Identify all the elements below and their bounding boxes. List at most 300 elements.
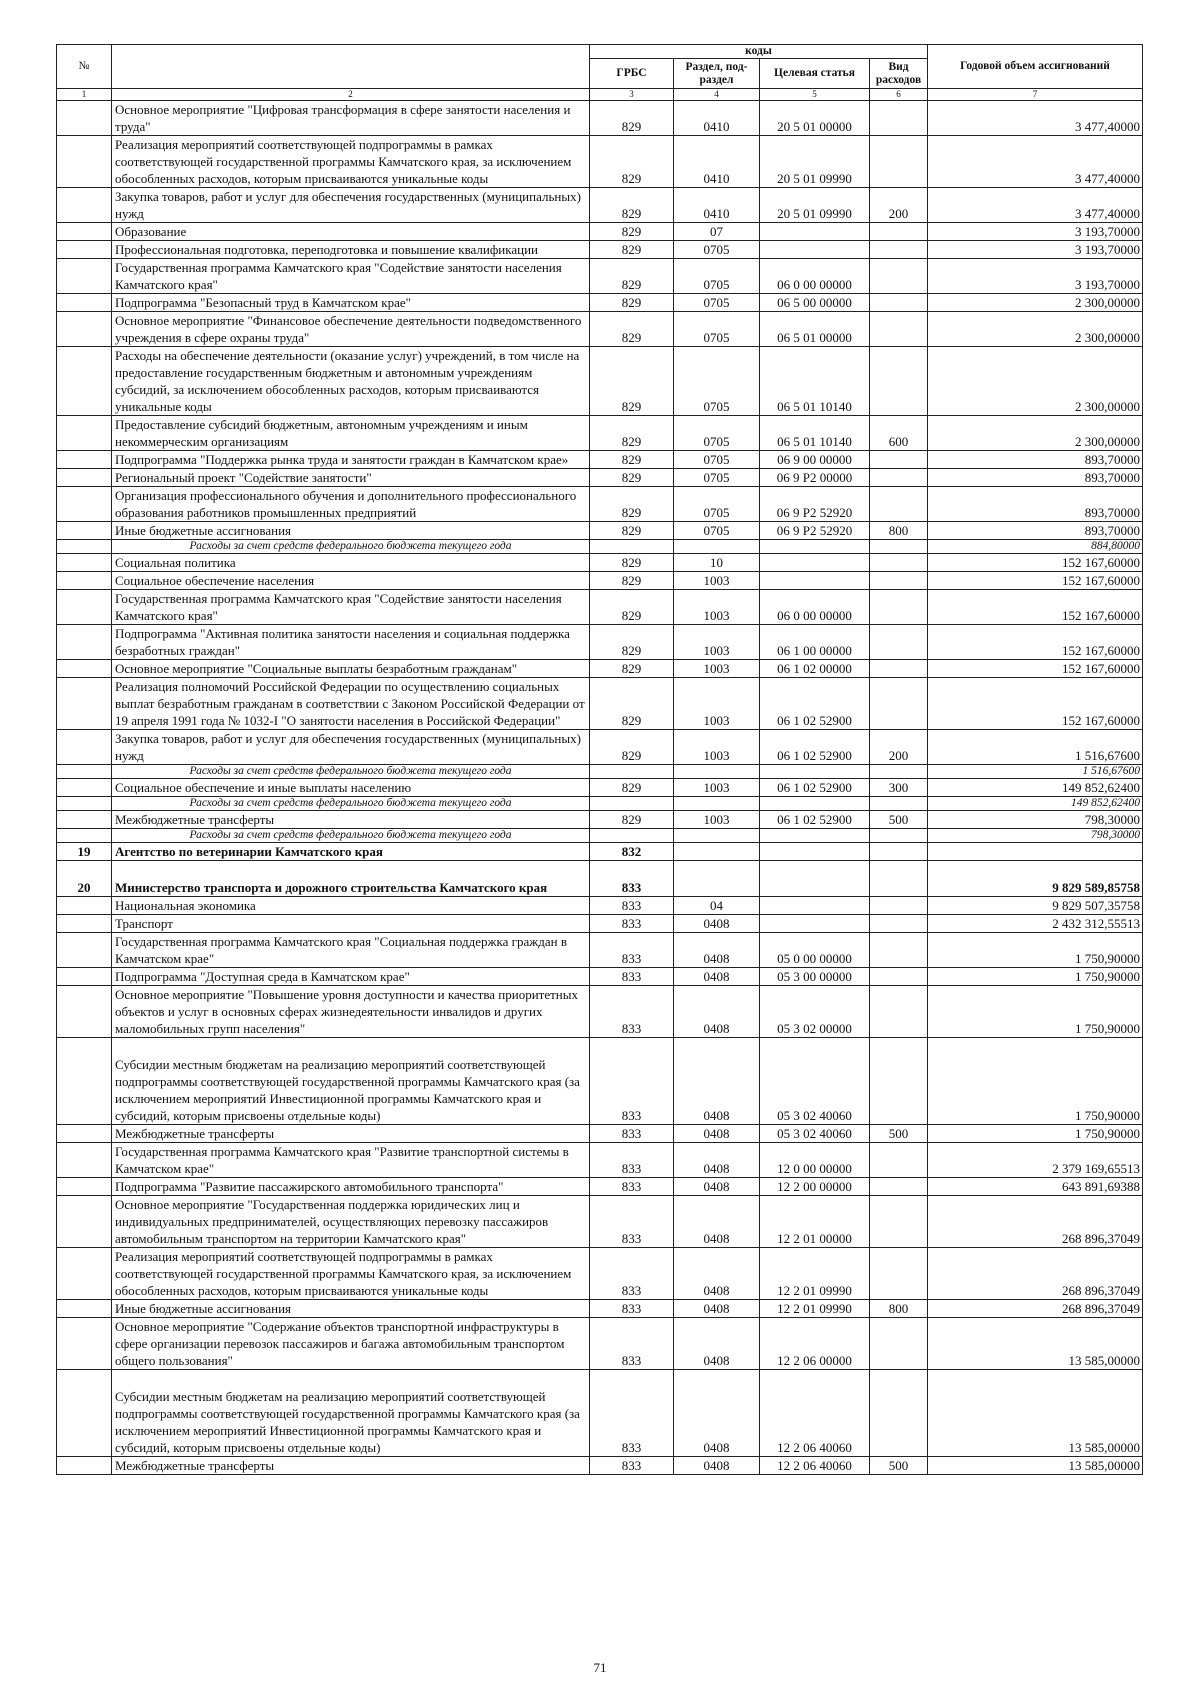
row-grbs: 829	[590, 136, 674, 188]
row-grbs: 829	[590, 572, 674, 590]
row-amount: 152 167,60000	[928, 625, 1143, 660]
header-amount: Годовой объем ассигнований	[928, 45, 1143, 89]
row-name: Национальная экономика	[112, 897, 590, 915]
table-row	[57, 572, 1143, 590]
row-number	[57, 730, 112, 765]
row-amount: 152 167,60000	[928, 678, 1143, 730]
row-name: Организация профессионального обучения и дополнительного профессионального образования работников промышленных предприятий	[112, 487, 590, 522]
table-row	[57, 451, 1143, 469]
row-exptype: 800	[870, 1300, 928, 1318]
row-name: Государственная программа Камчатского края "Развитие транспортной системы в Камчатском крае"	[112, 1143, 590, 1178]
row-exptype	[870, 1196, 928, 1248]
row-amount: 13 585,00000	[928, 1318, 1143, 1370]
row-name: Расходы за счет средств федерального бюджета текущего года	[112, 540, 590, 554]
row-number	[57, 1300, 112, 1318]
row-number	[57, 188, 112, 223]
row-section: 0408	[674, 1038, 760, 1125]
row-exptype	[870, 540, 928, 554]
row-number	[57, 765, 112, 779]
row-exptype	[870, 347, 928, 416]
row-name: Региональный проект "Содействие занятости"	[112, 469, 590, 487]
table-row	[57, 554, 1143, 572]
row-section	[674, 797, 760, 811]
row-amount: 2 300,00000	[928, 416, 1143, 451]
row-section: 0705	[674, 347, 760, 416]
row-number: 19	[57, 843, 112, 861]
header-section: Раздел, под-раздел	[674, 59, 760, 89]
row-grbs: 833	[590, 1038, 674, 1125]
row-exptype	[870, 678, 928, 730]
row-section: 0410	[674, 136, 760, 188]
table-row	[57, 259, 1143, 294]
row-section: 1003	[674, 779, 760, 797]
row-grbs: 833	[590, 1457, 674, 1475]
table-row	[57, 730, 1143, 765]
row-grbs: 832	[590, 843, 674, 861]
row-exptype	[870, 572, 928, 590]
row-grbs: 829	[590, 416, 674, 451]
row-number	[57, 1196, 112, 1248]
row-name: Подпрограмма "Развитие пассажирского автомобильного транспорта"	[112, 1178, 590, 1196]
table-row	[57, 101, 1143, 136]
row-target: 06 1 02 52900	[760, 811, 870, 829]
row-section: 0705	[674, 294, 760, 312]
row-name: Государственная программа Камчатского края "Социальная поддержка граждан в Камчатском крае"	[112, 933, 590, 968]
col-num-4: 4	[674, 89, 760, 101]
row-exptype	[870, 294, 928, 312]
row-amount: 1 750,90000	[928, 968, 1143, 986]
row-target: 06 1 00 00000	[760, 625, 870, 660]
federal-funds-row	[57, 765, 1143, 779]
row-exptype	[870, 259, 928, 294]
row-target: 06 5 01 10140	[760, 416, 870, 451]
table-row	[57, 487, 1143, 522]
row-name: Основное мероприятие "Цифровая трансформация в сфере занятости населения и труда"	[112, 101, 590, 136]
row-amount: 798,30000	[928, 811, 1143, 829]
row-grbs	[590, 829, 674, 843]
table-row	[57, 915, 1143, 933]
row-grbs: 829	[590, 347, 674, 416]
row-name: Расходы на обеспечение деятельности (оказание услуг) учреждений, в том числе на предоставление государственным бюджетным и автономным учреждениям субсидий, за исключением обособленных расходов, которым присваиваются уникальные коды	[112, 347, 590, 416]
header-number: №	[57, 45, 112, 89]
row-number	[57, 678, 112, 730]
row-name: Субсидии местным бюджетам на реализацию мероприятий соответствующей подпрограммы соответствующей государственной программы Камчатского края (за исключением мероприятий Инвестиционной программы Камчатского края и субсидий, которым присвоены отдельные коды)	[112, 1370, 590, 1457]
row-exptype	[870, 312, 928, 347]
row-grbs: 829	[590, 101, 674, 136]
row-grbs: 833	[590, 1143, 674, 1178]
row-grbs: 829	[590, 660, 674, 678]
row-exptype	[870, 968, 928, 986]
row-grbs: 833	[590, 861, 674, 897]
row-section: 1003	[674, 625, 760, 660]
row-target: 05 0 00 00000	[760, 933, 870, 968]
row-exptype	[870, 1143, 928, 1178]
federal-funds-row	[57, 797, 1143, 811]
row-amount: 149 852,62400	[928, 797, 1143, 811]
table-row	[57, 861, 1143, 897]
header-exptype: Вид расходов	[870, 59, 928, 89]
row-number	[57, 625, 112, 660]
row-grbs: 833	[590, 986, 674, 1038]
table-row	[57, 625, 1143, 660]
row-exptype	[870, 861, 928, 897]
row-target: 06 0 00 00000	[760, 590, 870, 625]
row-section: 1003	[674, 660, 760, 678]
header-grbs: ГРБС	[590, 59, 674, 89]
row-exptype	[870, 241, 928, 259]
row-name: Основное мероприятие "Содержание объектов транспортной инфраструктуры в сфере организации перевозок пассажиров и багажа автомобильным транспортом общего пользования"	[112, 1318, 590, 1370]
table-row	[57, 1125, 1143, 1143]
row-section: 0408	[674, 1457, 760, 1475]
row-target: 06 5 01 10140	[760, 347, 870, 416]
row-section	[674, 765, 760, 779]
row-name: Основное мероприятие "Государственная поддержка юридических лиц и индивидуальных предпринимателей, осуществляющих перевозку пассажиров автомобильным транспортом на территории Камчатского края"	[112, 1196, 590, 1248]
row-target: 06 9 00 00000	[760, 451, 870, 469]
table-row	[57, 1457, 1143, 1475]
row-target: 12 2 01 09990	[760, 1300, 870, 1318]
row-number	[57, 829, 112, 843]
row-amount: 9 829 589,85758	[928, 861, 1143, 897]
row-name: Предоставление субсидий бюджетным, автономным учреждениям и иным некоммерческим организациям	[112, 416, 590, 451]
row-section	[674, 843, 760, 861]
row-section: 0410	[674, 188, 760, 223]
row-grbs: 829	[590, 469, 674, 487]
table-row	[57, 843, 1143, 861]
row-amount: 2 379 169,65513	[928, 1143, 1143, 1178]
table-row	[57, 1300, 1143, 1318]
row-target: 05 3 00 00000	[760, 968, 870, 986]
row-amount: 1 516,67600	[928, 730, 1143, 765]
row-amount: 268 896,37049	[928, 1196, 1143, 1248]
row-grbs: 833	[590, 1125, 674, 1143]
row-amount: 2 300,00000	[928, 312, 1143, 347]
row-number	[57, 660, 112, 678]
row-amount: 268 896,37049	[928, 1248, 1143, 1300]
row-exptype: 500	[870, 1457, 928, 1475]
row-amount: 2 300,00000	[928, 294, 1143, 312]
table-body	[57, 101, 1143, 1475]
row-target: 06 9 P2 00000	[760, 469, 870, 487]
table-row	[57, 986, 1143, 1038]
col-num-3: 3	[590, 89, 674, 101]
row-exptype: 500	[870, 1125, 928, 1143]
row-name: Основное мероприятие "Повышение уровня доступности и качества приоритетных объектов и услуг в основных сферах жизнедеятельности инвалидов и других маломобильных групп населения"	[112, 986, 590, 1038]
table-row	[57, 223, 1143, 241]
table-row	[57, 522, 1143, 540]
row-name: Расходы за счет средств федерального бюджета текущего года	[112, 797, 590, 811]
table-row	[57, 469, 1143, 487]
table-row	[57, 1038, 1143, 1125]
row-section: 0408	[674, 1300, 760, 1318]
header-target: Целевая статья	[760, 59, 870, 89]
table-row	[57, 294, 1143, 312]
row-section: 0408	[674, 1318, 760, 1370]
table-row	[57, 897, 1143, 915]
row-amount: 893,70000	[928, 451, 1143, 469]
row-exptype	[870, 1370, 928, 1457]
row-amount: 1 750,90000	[928, 933, 1143, 968]
row-grbs: 829	[590, 451, 674, 469]
row-target	[760, 765, 870, 779]
row-section: 0705	[674, 451, 760, 469]
header-name	[112, 45, 590, 89]
row-section: 0408	[674, 1196, 760, 1248]
row-number	[57, 294, 112, 312]
row-section: 0408	[674, 1370, 760, 1457]
row-section: 1003	[674, 730, 760, 765]
row-section: 07	[674, 223, 760, 241]
row-number	[57, 1125, 112, 1143]
row-name: Министерство транспорта и дорожного строительства Камчатского края	[112, 861, 590, 897]
row-grbs: 833	[590, 1196, 674, 1248]
row-exptype	[870, 797, 928, 811]
row-grbs: 833	[590, 933, 674, 968]
row-number	[57, 590, 112, 625]
row-number	[57, 554, 112, 572]
row-exptype	[870, 590, 928, 625]
row-target	[760, 829, 870, 843]
row-target: 06 5 00 00000	[760, 294, 870, 312]
table-row	[57, 590, 1143, 625]
row-section: 0705	[674, 487, 760, 522]
row-name: Профессиональная подготовка, переподготовка и повышение квалификации	[112, 241, 590, 259]
row-number	[57, 136, 112, 188]
row-target: 06 9 P2 52920	[760, 522, 870, 540]
row-number	[57, 1457, 112, 1475]
row-grbs: 829	[590, 223, 674, 241]
table-row	[57, 933, 1143, 968]
row-amount: 3 193,70000	[928, 259, 1143, 294]
row-target: 20 5 01 09990	[760, 188, 870, 223]
row-target	[760, 861, 870, 897]
row-name: Подпрограмма "Поддержка рынка труда и занятости граждан в Камчатском крае»	[112, 451, 590, 469]
row-name: Иные бюджетные ассигнования	[112, 1300, 590, 1318]
row-target: 12 2 06 00000	[760, 1318, 870, 1370]
row-target: 12 0 00 00000	[760, 1143, 870, 1178]
federal-funds-row	[57, 829, 1143, 843]
row-name: Социальная политика	[112, 554, 590, 572]
row-name: Подпрограмма "Активная политика занятости населения и социальная поддержка безработных граждан"	[112, 625, 590, 660]
row-grbs: 833	[590, 1248, 674, 1300]
row-section: 0705	[674, 416, 760, 451]
row-amount: 3 477,40000	[928, 101, 1143, 136]
row-section: 0705	[674, 469, 760, 487]
table-row	[57, 312, 1143, 347]
row-number	[57, 1143, 112, 1178]
row-exptype: 300	[870, 779, 928, 797]
row-grbs: 833	[590, 897, 674, 915]
table-row	[57, 1318, 1143, 1370]
row-section: 0705	[674, 312, 760, 347]
row-section: 0408	[674, 968, 760, 986]
row-target: 05 3 02 40060	[760, 1038, 870, 1125]
table-row	[57, 241, 1143, 259]
page-number: 71	[593, 1660, 607, 1675]
row-amount: 1 750,90000	[928, 1038, 1143, 1125]
row-name: Социальное обеспечение населения	[112, 572, 590, 590]
row-amount: 2 300,00000	[928, 347, 1143, 416]
row-exptype	[870, 451, 928, 469]
row-target: 12 2 01 00000	[760, 1196, 870, 1248]
col-num-2: 2	[112, 89, 590, 101]
row-target	[760, 223, 870, 241]
row-exptype	[870, 660, 928, 678]
row-amount: 13 585,00000	[928, 1370, 1143, 1457]
row-target	[760, 843, 870, 861]
row-amount: 9 829 507,35758	[928, 897, 1143, 915]
row-exptype	[870, 1248, 928, 1300]
row-exptype	[870, 986, 928, 1038]
row-amount: 643 891,69388	[928, 1178, 1143, 1196]
row-target: 05 3 02 00000	[760, 986, 870, 1038]
row-target	[760, 554, 870, 572]
row-grbs: 829	[590, 241, 674, 259]
row-name: Государственная программа Камчатского края "Содействие занятости населения Камчатского края"	[112, 259, 590, 294]
row-target	[760, 797, 870, 811]
row-grbs: 829	[590, 522, 674, 540]
row-number	[57, 1318, 112, 1370]
row-section: 1003	[674, 678, 760, 730]
row-amount: 798,30000	[928, 829, 1143, 843]
table-row	[57, 1196, 1143, 1248]
row-target	[760, 572, 870, 590]
row-exptype	[870, 554, 928, 572]
row-name: Межбюджетные трансферты	[112, 1125, 590, 1143]
row-number	[57, 540, 112, 554]
row-section: 0408	[674, 1143, 760, 1178]
row-name: Основное мероприятие "Финансовое обеспечение деятельности подведомственного учреждения в сфере охраны труда"	[112, 312, 590, 347]
table-row	[57, 347, 1143, 416]
row-amount: 884,80000	[928, 540, 1143, 554]
row-amount: 1 750,90000	[928, 986, 1143, 1038]
row-number	[57, 779, 112, 797]
row-number	[57, 1370, 112, 1457]
row-grbs: 829	[590, 312, 674, 347]
row-number	[57, 1248, 112, 1300]
row-target	[760, 241, 870, 259]
row-target: 06 1 02 52900	[760, 678, 870, 730]
row-grbs: 829	[590, 188, 674, 223]
row-number	[57, 223, 112, 241]
row-section: 0408	[674, 1248, 760, 1300]
row-exptype	[870, 843, 928, 861]
row-amount: 893,70000	[928, 469, 1143, 487]
row-target	[760, 540, 870, 554]
table-row	[57, 660, 1143, 678]
row-section: 0705	[674, 241, 760, 259]
row-number	[57, 469, 112, 487]
row-exptype	[870, 223, 928, 241]
row-section: 1003	[674, 811, 760, 829]
row-target: 06 5 01 00000	[760, 312, 870, 347]
row-exptype: 500	[870, 811, 928, 829]
row-amount: 152 167,60000	[928, 572, 1143, 590]
row-exptype	[870, 469, 928, 487]
row-section	[674, 540, 760, 554]
row-number	[57, 1178, 112, 1196]
row-grbs: 829	[590, 779, 674, 797]
table-row	[57, 136, 1143, 188]
row-name: Социальное обеспечение и иные выплаты населению	[112, 779, 590, 797]
row-number	[57, 101, 112, 136]
row-target: 12 2 00 00000	[760, 1178, 870, 1196]
row-target: 06 1 02 00000	[760, 660, 870, 678]
federal-funds-row	[57, 540, 1143, 554]
table-row	[57, 188, 1143, 223]
row-grbs: 833	[590, 1370, 674, 1457]
row-name: Подпрограмма "Безопасный труд в Камчатском крае"	[112, 294, 590, 312]
budget-table	[56, 44, 1143, 1475]
row-exptype	[870, 897, 928, 915]
table-row	[57, 779, 1143, 797]
row-grbs: 829	[590, 625, 674, 660]
row-grbs	[590, 765, 674, 779]
row-section: 0705	[674, 259, 760, 294]
row-target: 06 1 02 52900	[760, 779, 870, 797]
row-exptype	[870, 136, 928, 188]
row-exptype	[870, 487, 928, 522]
row-grbs: 829	[590, 811, 674, 829]
row-number	[57, 451, 112, 469]
row-grbs: 833	[590, 1178, 674, 1196]
row-exptype: 200	[870, 188, 928, 223]
row-grbs: 833	[590, 1318, 674, 1370]
row-number	[57, 915, 112, 933]
col-num-6: 6	[870, 89, 928, 101]
row-section: 0410	[674, 101, 760, 136]
row-section: 0408	[674, 915, 760, 933]
row-grbs: 833	[590, 915, 674, 933]
table-row	[57, 811, 1143, 829]
row-grbs: 833	[590, 968, 674, 986]
col-num-1: 1	[57, 89, 112, 101]
col-num-7: 7	[928, 89, 1143, 101]
row-exptype: 200	[870, 730, 928, 765]
row-number	[57, 572, 112, 590]
row-grbs: 833	[590, 1300, 674, 1318]
row-name: Реализация мероприятий соответствующей подпрограммы в рамках соответствующей государственной программы Камчатского края, за исключением обособленных расходов, которым присваиваются уникальные коды	[112, 1248, 590, 1300]
row-amount: 1 516,67600	[928, 765, 1143, 779]
row-amount: 149 852,62400	[928, 779, 1143, 797]
table-row	[57, 416, 1143, 451]
row-grbs: 829	[590, 730, 674, 765]
row-number	[57, 312, 112, 347]
row-number	[57, 968, 112, 986]
row-grbs: 829	[590, 487, 674, 522]
row-target	[760, 897, 870, 915]
row-number	[57, 811, 112, 829]
row-exptype	[870, 1038, 928, 1125]
row-name: Расходы за счет средств федерального бюджета текущего года	[112, 765, 590, 779]
row-target: 06 1 02 52900	[760, 730, 870, 765]
row-name: Образование	[112, 223, 590, 241]
row-target: 06 9 P2 52920	[760, 487, 870, 522]
row-number: 20	[57, 861, 112, 897]
row-name: Межбюджетные трансферты	[112, 811, 590, 829]
row-amount: 152 167,60000	[928, 554, 1143, 572]
row-exptype	[870, 829, 928, 843]
row-number	[57, 259, 112, 294]
table-header	[57, 45, 1143, 101]
row-exptype	[870, 1318, 928, 1370]
col-num-5: 5	[760, 89, 870, 101]
budget-table-sheet	[56, 44, 1142, 1475]
row-target: 20 5 01 00000	[760, 101, 870, 136]
row-name: Закупка товаров, работ и услуг для обеспечения государственных (муниципальных) нужд	[112, 730, 590, 765]
row-grbs: 829	[590, 294, 674, 312]
row-exptype	[870, 915, 928, 933]
table-row	[57, 968, 1143, 986]
